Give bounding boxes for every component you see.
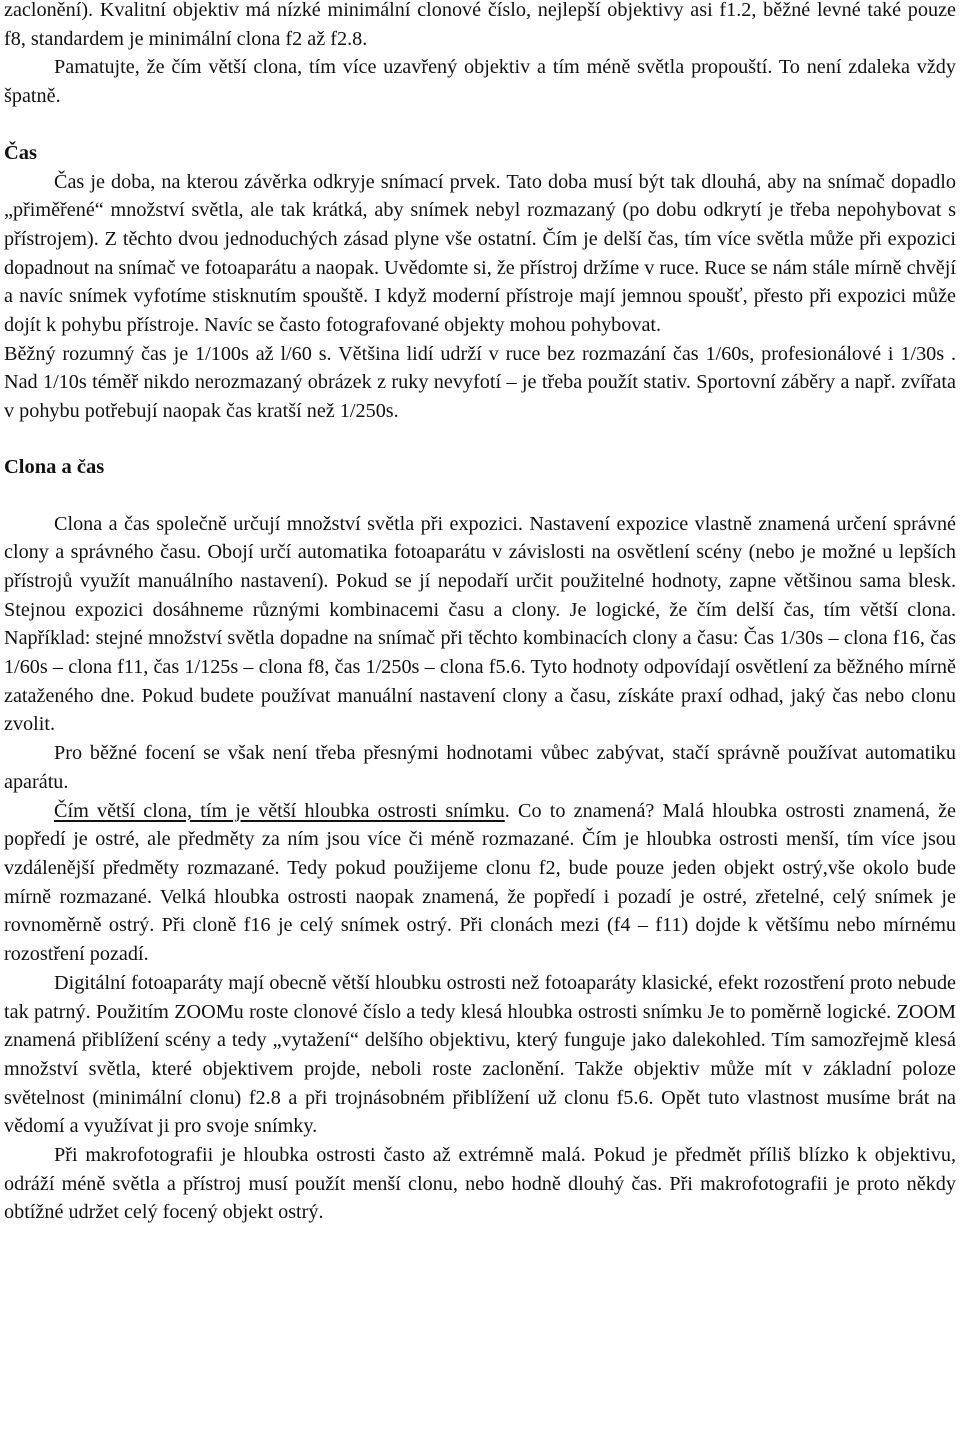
heading-clona-a-cas: Clona a čas — [4, 455, 105, 478]
intro-paragraph-aperture-note: Pamatujte, že čím větší clona, tím více uzavřený objektiv a tím méně světla propouští. To není zdaleka vždy špatně. — [4, 56, 956, 108]
document-page — [4, 0, 956, 1227]
intro-paragraph-continued: zaclonění). Kvalitní objektiv má nízké minimální clonové číslo, nejlepší objektivy asi f1.2, běžné levné také pouze f8, standardem je minimální clona f2 až f2.8. — [4, 0, 956, 50]
clona-cas-paragraph-1: Clona a čas společně určují množství světla při expozici. Nastavení expozice vlastně znamená určení správné clony a správného času. Obojí určí automatika fotoaparátu v závislosti na osvětlení scény (nebo je možné u lepších přístrojů využít manuálního nastavení). Pokud se jí nepodaří určit použitelné hodnoty, zapne většinou sama blesk. Stejnou expozici dosáhneme různými kombinacemi času a clony. Je logické, že čím delší čas, tím větší clona. Například: stejné množství světla dopadne na snímač při těchto kombinacích clony a času: Čas 1/30s – clona f16, čas 1/60s – clona f11, čas 1/125s – clona f8, čas 1/250s – clona f5.6. Tyto hodnoty odpovídají osvětlení za běžného mírně zataženého dne. Pokud budete používat manuální nastavení clony a času, získáte praxí odhad, jaký čas nebo clonu zvolit. — [4, 512, 956, 736]
clona-cas-paragraph-5: Při makrofotografii je hloubka ostrosti často až extrémně malá. Pokud je předmět příliš blízko k objektivu, odráží méně světla a přístroj musí použít menší clonu, nebo hodně dlouhý čas. Při makrofotografii je proto někdy obtížné udržet celý focený objekt ostrý. — [4, 1144, 956, 1224]
cas-paragraph-2: Běžný rozumný čas je 1/100s až l/60 s. Většina lidí udrží v ruce bez rozmazání čas 1/60s, profesionálové i 1/30s . Nad 1/10s téměř nikdo nerozmazaný obrázek z ruky nevyfotí – je třeba použít stativ. Sportovní záběry a např. zvířata v pohybu potřebují naopak čas kratší než 1/250s. — [4, 342, 956, 423]
cas-paragraph-1: Čas je doba, na kterou závěrka odkryje snímací prvek. Tato doba musí být tak dlouhá, aby na snímač dopadlo „přiměřené“ množství světla, ale tak krátká, aby snímek nebyl rozmazaný (po dobu odkrytí je třeba nepohybovat s přístrojem). Z těchto dvou jednoduchých zásad plyne vše ostatní. Čím je delší čas, tím více světla může při expozici dopadnout na snímač ve fotoaparátu a naopak. Uvědomte si, že přístroj držíme v ruce. Ruce se nám stále mírně chvějí a navíc snímek vyfotíme stisknutím spouště. I když moderní přístroje mají jemnou spoušť, přesto při expozici může dojít k pohybu přístroje. Navíc se často fotografované objekty mohou pohybovat. — [4, 170, 956, 337]
heading-cas: Čas — [4, 141, 38, 164]
clona-cas-paragraph-2: Pro běžné focení se však není třeba přesnými hodnotami vůbec zabývat, stačí správně používat automatiku aparátu. — [4, 742, 956, 793]
underlined-statement: Čím větší clona, tím je větší hloubka ostrosti snímku — [54, 799, 505, 822]
clona-cas-paragraph-4: Digitální fotoaparáty mají obecně větší hloubku ostrosti než fotoaparáty klasické, efekt rozostření proto nebude tak patrný. Použitím ZOOMu roste clonové číslo a tedy klesá hloubka ostrosti snímku Je to poměrně logické. ZOOM znamená přiblížení scény a tedy „vytažení“ delšího objektivu, který funguje jako dalekohled. Tím samozřejmě klesá množství světla, které objektivem projde, neboli roste zaclonění. Takže objektiv může mít v základní poloze světelnost (minimální clonu) f2.8 a při trojnásobném přiblížení už clonu f5.6. Opět tuto vlastnost musíme brát na vědomí a využívat ji pro svoje snímky. — [4, 971, 956, 1138]
clona-cas-paragraph-3 — [4, 797, 956, 969]
paragraph-3-rest: . Co to znamená? Malá hloubka ostrosti znamená, že popředí je ostré, ale předměty za ním jsou více či méně rozmazané. Čím je hloubka ostrosti menší, tím více jsou vzdálenější předměty rozmazané. Tedy pokud použijeme clonu f2, bude pouze jeden objekt ostrý,vše okolo bude mírně rozmazané. Velká hloubka ostrosti naopak znamená, že popředí i pozadí je ostré, zřetelné, celý snímek je rovnoměrně ostrý. Při cloně f16 je celý snímek ostrý. Při clonách mezi (f4 – f11) dojde k většímu nebo mírnému rozostření pozadí. — [4, 799, 956, 966]
